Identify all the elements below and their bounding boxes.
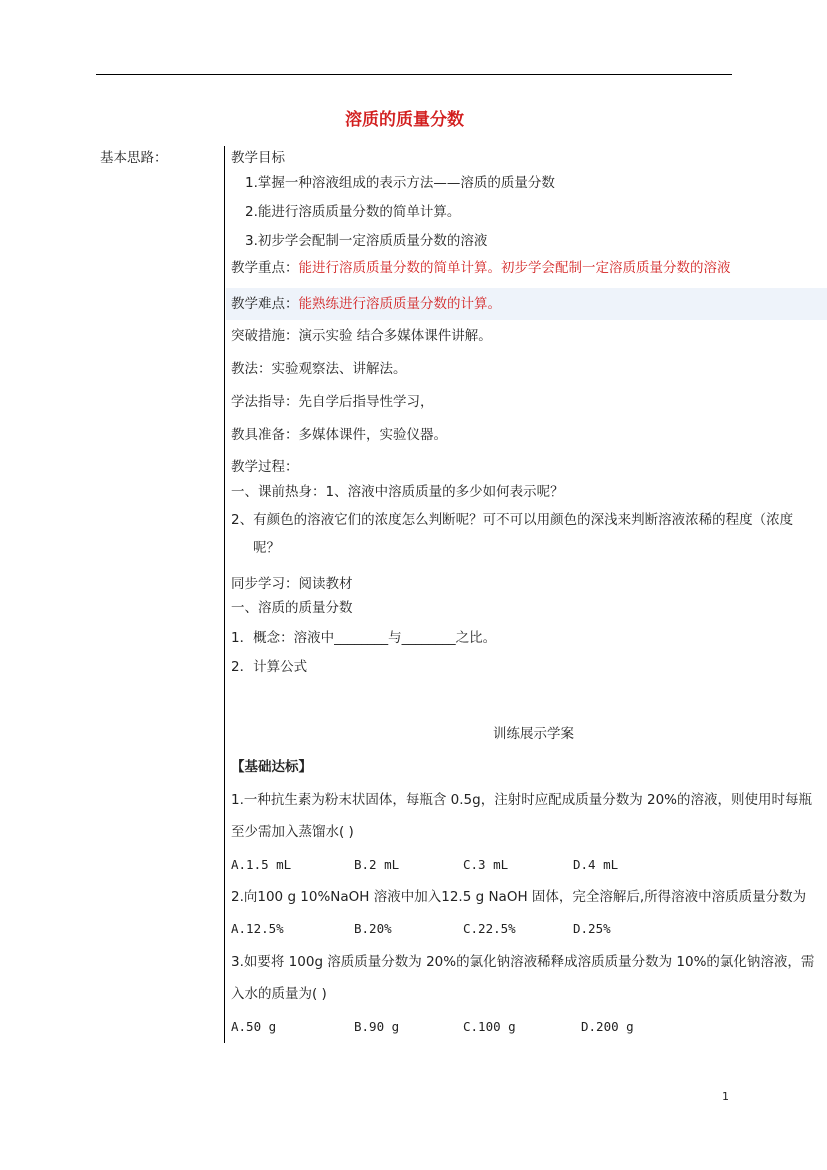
section-heading: 一、溶质的质量分数	[231, 600, 353, 616]
objective-item: 3.初步学会配制一定溶质质量分数的溶液	[245, 233, 488, 249]
warmup-question-1: 一、课前热身：1、溶液中溶质质量的多少如何表示呢？	[231, 484, 564, 500]
study-guide: 学法指导：先自学后指导性学习，	[231, 394, 434, 410]
key-point-label: 教学重点：	[231, 260, 299, 276]
sync-heading: 同步学习：阅读教材	[231, 576, 353, 592]
process-heading: 教学过程：	[231, 459, 299, 475]
tools: 教具准备：多媒体课件，实验仪器。	[231, 427, 447, 443]
page-title: 溶质的质量分数	[345, 110, 464, 130]
warmup-question-2-cont: 呢？	[253, 540, 280, 556]
q2-option-c: C.22.5%	[463, 921, 516, 936]
key-point-text: 能进行溶质质量分数的简单计算。初步学会配制一定溶质质量分数的溶液	[298, 260, 731, 276]
q1-option-c: C.3 mL	[463, 857, 509, 872]
question-3-cont: 入水的质量为( )	[231, 986, 327, 1002]
formula: 2．计算公式	[231, 659, 308, 675]
teaching-method: 教法：实验观察法、讲解法。	[231, 361, 407, 377]
column-divider	[224, 146, 225, 1043]
difficulty-text: 能熟练进行溶质质量分数的计算。	[298, 296, 501, 312]
q2-option-d: D.25%	[573, 921, 611, 936]
page-number: 1	[722, 1090, 729, 1103]
q3-option-b: B.90 g	[354, 1019, 400, 1034]
question-2: 2.向100 g 10%NaOH 溶液中加入12.5 g NaOH 固体，完全溶解后,所得溶液中溶质质量分数为	[231, 889, 807, 905]
q1-option-d: D.4 mL	[573, 857, 619, 872]
header-rule	[96, 74, 732, 75]
objective-item: 2.能进行溶质质量分数的简单计算。	[245, 204, 461, 220]
concept: 1．概念：溶液中________与________之比。	[231, 630, 497, 646]
q3-option-a: A.50 g	[231, 1019, 277, 1034]
q2-option-b: B.20%	[354, 921, 392, 936]
question-1-cont: 至少需加入蒸馏水( )	[231, 824, 354, 840]
basic-heading: 【基础达标】	[231, 759, 312, 775]
q2-option-a: A.12.5%	[231, 921, 284, 936]
objective-item: 1.掌握一种溶液组成的表示方法——溶质的质量分数	[245, 175, 555, 191]
basic-idea-label: 基本思路：	[100, 150, 168, 166]
q3-option-d: D.200 g	[581, 1019, 634, 1034]
difficulty	[231, 294, 501, 314]
question-3: 3.如要将 100g 溶质质量分数为 20%的氯化钠溶液稀释成溶质质量分数为 10%的氯化钠溶液，需	[231, 954, 815, 970]
q1-option-a: A.1.5 mL	[231, 857, 292, 872]
measures: 突破措施：演示实验 结合多媒体课件讲解。	[231, 328, 492, 344]
warmup-question-2: 2、有颜色的溶液它们的浓度怎么判断呢？可不可以用颜色的深浅来判断溶液浓稀的程度（浓度	[231, 512, 794, 528]
q1-option-b: B.2 mL	[354, 857, 400, 872]
q3-option-c: C.100 g	[463, 1019, 516, 1034]
training-heading: 训练展示学案	[493, 726, 574, 742]
difficulty-label: 教学难点：	[231, 296, 299, 312]
question-1: 1.一种抗生素为粉末状固体，每瓶含 0.5g，注射时应配成质量分数为 20%的溶液，则使用时每瓶	[231, 792, 813, 808]
key-point	[231, 258, 731, 278]
objectives-heading: 教学目标	[231, 150, 285, 166]
